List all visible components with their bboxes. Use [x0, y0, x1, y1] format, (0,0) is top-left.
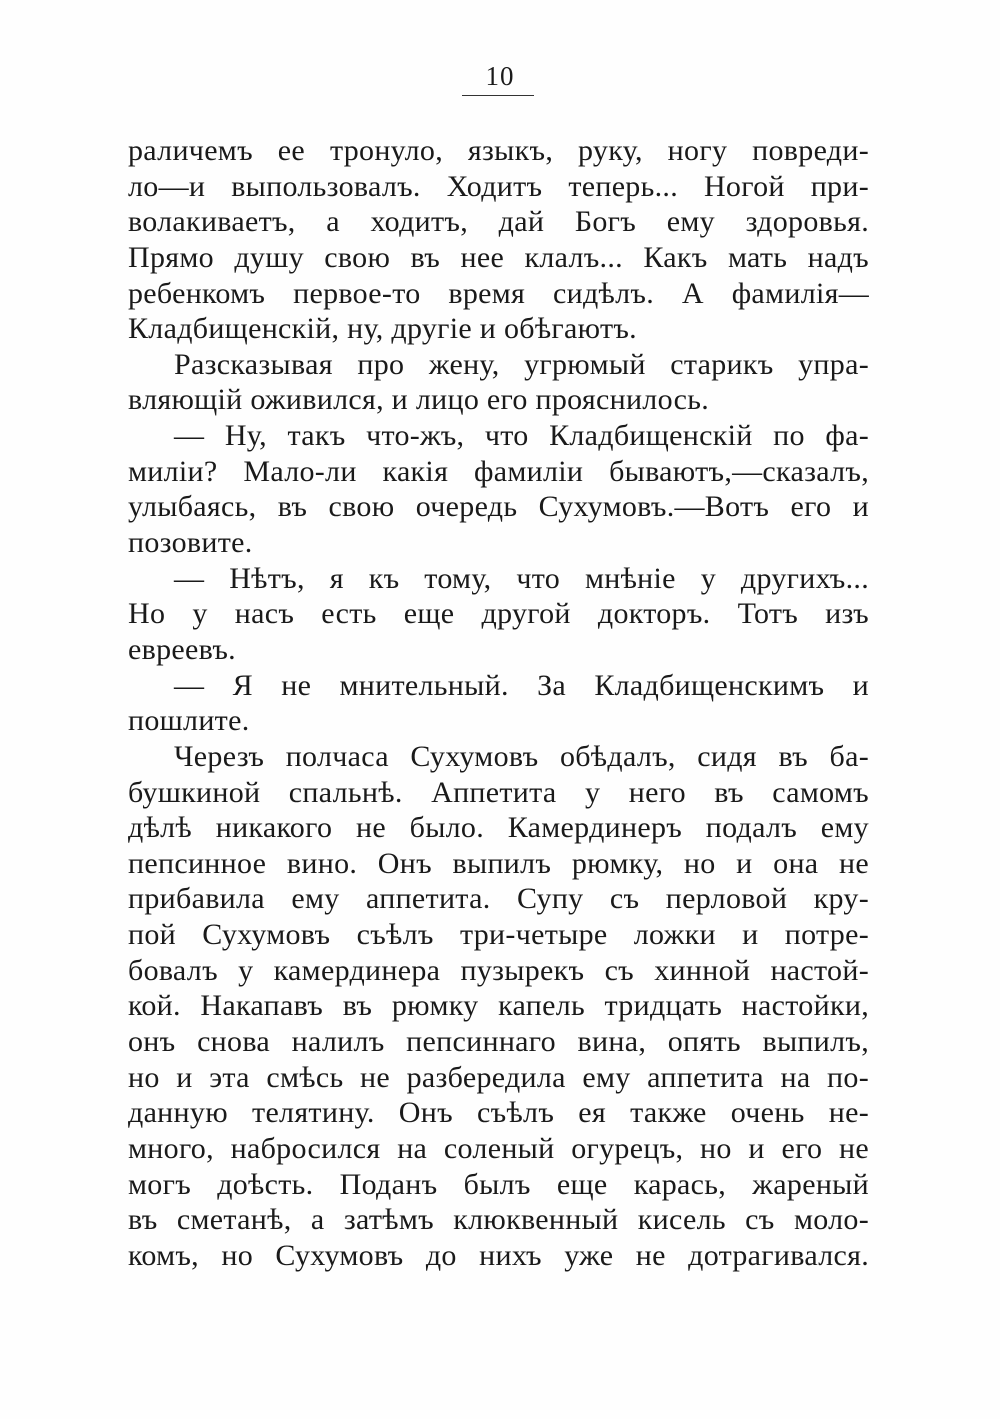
body-text [128, 133, 869, 1274]
text-line: бушкиной спальнѣ. Аппетита у него въ самомъ [128, 775, 869, 809]
text-line: бовалъ у камердинера пузырекъ съ хинной настой- [128, 953, 869, 987]
text-line: евреевъ. [128, 632, 236, 666]
page-number-rule [462, 95, 534, 96]
text-line: пошлите. [128, 704, 250, 738]
text-line: данную телятину. Онъ съѣлъ ея также очень не- [128, 1096, 869, 1130]
text-line: Разсказывая про жену, угрюмый старикъ упра- [174, 347, 869, 381]
text-line: миліи? Мало-ли какія фамиліи бываютъ,—сказалъ, [128, 454, 869, 488]
page-number: 10 [485, 61, 515, 91]
text-line: — Ну, такъ что-жъ, что Кладбищенскій по фа- [174, 419, 869, 453]
text-line: — Я не мнительный. За Кладбищенскимъ и [174, 668, 869, 702]
text-line: пой Сухумовъ съѣлъ три-четыре ложки и потре- [128, 918, 869, 952]
text-line: Черезъ полчаса Сухумовъ обѣдалъ, сидя въ ба- [174, 739, 869, 773]
text-line: прибавила ему аппетита. Супу съ перловой кру- [128, 882, 869, 916]
text-line: пепсинное вино. Онъ выпилъ рюмку, но и она не [128, 846, 869, 880]
text-line: раличемъ ее тронуло, языкъ, руку, ногу повреди- [128, 134, 869, 167]
text-line: позовите. [128, 526, 253, 560]
text-line: — Нѣтъ, я къ тому, что мнѣніе у другихъ... [174, 561, 869, 595]
text-line: могъ доѣсть. Поданъ былъ еще карась, жареный [128, 1167, 869, 1201]
text-line: кой. Накапавъ въ рюмку капель тридцать настойки, [128, 989, 869, 1023]
text-line: но и эта смѣсь не разбередила ему аппетита на по- [128, 1060, 869, 1094]
text-line: много, набросился на соленый огурецъ, но и его не [128, 1131, 869, 1165]
page-header [0, 60, 1000, 92]
text-line: дѣлѣ никакого не было. Камердинеръ подалъ ему [128, 811, 869, 845]
text-line: Но у насъ есть еще другой докторъ. Тотъ изъ [128, 597, 869, 631]
text-line: вляющій оживился, и лицо его прояснилось. [128, 383, 710, 417]
text-line: Прямо душу свою въ нее клалъ... Какъ мать надъ [128, 240, 869, 274]
text-line: улыбаясь, въ свою очередь Сухумовъ.—Вотъ его и [128, 490, 869, 524]
text-line: комъ, но Сухумовъ до нихъ уже не дотрагивался. [128, 1238, 869, 1272]
text-line: Кладбищенскій, ну, другіе и обѣгаютъ. [128, 312, 637, 346]
text-line: ребенкомъ первое-то время сидѣлъ. А фамилія— [128, 276, 869, 310]
text-line: онъ снова налилъ пепсиннаго вина, опять выпилъ, [128, 1025, 869, 1059]
text-line: въ сметанѣ, а затѣмъ клюквенный кисель съ моло- [128, 1203, 869, 1237]
text-line: ло—и выпользовалъ. Ходитъ теперь... Ногой при- [128, 169, 869, 203]
text-line: волакиваетъ, а ходитъ, дай Богъ ему здоровья. [128, 205, 869, 239]
